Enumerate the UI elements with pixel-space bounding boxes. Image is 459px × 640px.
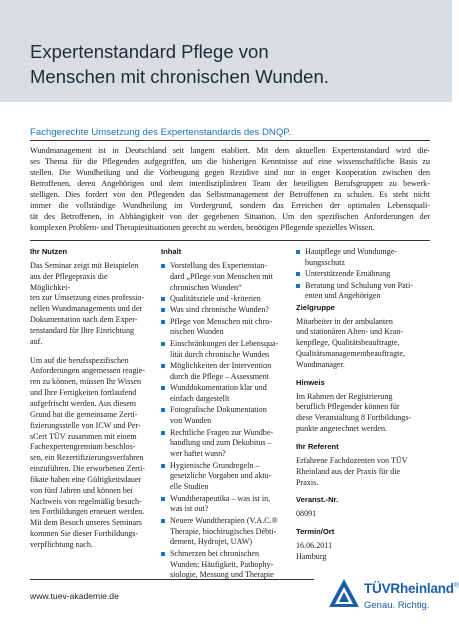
list-item-line: Möglichkeiten der Intervention bbox=[170, 360, 272, 370]
nutzen-line: Fachexpertengremium beschlos- bbox=[30, 442, 136, 452]
bullet-square-icon bbox=[161, 552, 165, 556]
tuv-rheinland-logo bbox=[328, 578, 459, 618]
column-nutzen bbox=[30, 247, 148, 559]
intro-line: stelligen. Dies fordert von den Pflegenden das Selbstmanagement der Betroffenen zu schulen. Es steht nicht bbox=[30, 189, 430, 199]
intro-line: Betroffenen, deren Angehörigen und dem interdisziplinären Team der beteiligten Berufsgruppen zu bewerk- bbox=[30, 178, 430, 188]
list-item-line: einfach dargestellt bbox=[170, 393, 230, 403]
zielgruppe-line: Qualitätsmanagementbeauftragte, bbox=[296, 349, 405, 359]
list-item-line: siologie, Messung und Therapie bbox=[170, 570, 274, 580]
bullet-square-icon bbox=[161, 264, 165, 268]
bullet-square-icon bbox=[161, 408, 165, 412]
list-item-line: Einschränkungen der Lebensqua- bbox=[170, 338, 279, 348]
intro-text bbox=[30, 146, 430, 234]
right-list bbox=[296, 247, 436, 302]
hinweis-heading: Hinweis bbox=[296, 377, 325, 387]
inhalt-item bbox=[161, 339, 289, 361]
bullet-square-icon bbox=[161, 308, 165, 312]
right-item bbox=[296, 247, 436, 269]
website-link[interactable]: www.tuev-akademie.de bbox=[30, 591, 119, 601]
zielgruppe-line: kenpflege, Qualitätsbeauftragte, bbox=[296, 338, 400, 348]
list-item-line: lität durch chronische Wunden bbox=[170, 349, 270, 359]
list-item-line: chronischen Wunden“ bbox=[170, 282, 242, 292]
inhalt-list bbox=[161, 261, 289, 581]
nutzen-line: sen, ein Rezertifizierungsverfahren bbox=[30, 453, 144, 463]
bullet-square-icon bbox=[161, 342, 165, 346]
intro-line: immer die vollständige Wundheilung im Vordergrund, sondern das Erreichen der optimalen Lebensquali- bbox=[30, 200, 430, 210]
list-item-line: bungsschutz bbox=[305, 257, 346, 267]
bullet-square-icon bbox=[161, 364, 165, 368]
column-right bbox=[296, 247, 436, 570]
nutzen-line: ten zur Umsetzung eines professio- bbox=[30, 293, 145, 303]
hinweis-line: Im Rahmen der Registrierung bbox=[296, 391, 393, 401]
nutzen-line: von fünf Jahren und können bei bbox=[30, 485, 133, 495]
list-item-line: Hautpflege und Wundumge- bbox=[305, 247, 398, 256]
inhalt-item bbox=[161, 494, 289, 516]
nutzen-line: Dokumentation nach dem Exper- bbox=[30, 315, 138, 325]
intro-line: tät des Betroffenen, in Abhängigkeit von der gegebenen Situation. Um den spezifischen Anforderungen der bbox=[30, 211, 430, 221]
termin-section bbox=[296, 527, 436, 563]
logo-name-text: TÜVRheinland bbox=[364, 581, 454, 596]
list-item-line: durch die Pflege – Assessment bbox=[170, 371, 269, 381]
inhalt-item bbox=[161, 294, 289, 305]
referent-text bbox=[296, 456, 436, 489]
list-item-line: Wunden: Häufigkeit, Pathophy- bbox=[170, 559, 274, 569]
bullet-square-icon bbox=[161, 297, 165, 301]
nutzen-paragraph-2 bbox=[30, 356, 148, 551]
inhalt-item bbox=[161, 383, 289, 405]
list-item-line: Was sind chronische Wunden? bbox=[170, 305, 269, 315]
referent-line: Praxis. bbox=[296, 477, 319, 487]
page-title bbox=[30, 39, 329, 89]
nutzen-line: Grund hat die gemeinsame Zerti- bbox=[30, 409, 138, 419]
hinweis-line: punkte angerechnet werden. bbox=[296, 424, 388, 434]
logo-name bbox=[364, 581, 459, 596]
triangle-logo-icon bbox=[328, 578, 360, 608]
nutzen-line: fikate haben eine Gültigkeitsdauer bbox=[30, 474, 142, 484]
list-item-line: Wundtherapeutika – was ist in, bbox=[170, 493, 271, 503]
inhalt-item bbox=[161, 549, 289, 582]
inhalt-item bbox=[161, 361, 289, 383]
title-line-1: Expertenstandard Pflege von bbox=[30, 41, 269, 62]
nutzen-line: nellen Wundmanagements und der bbox=[30, 304, 143, 314]
referent-line: Rheinland aus der Praxis für die bbox=[296, 466, 401, 476]
divider-middle bbox=[30, 240, 430, 241]
list-item-line: enten und Angehörigen bbox=[305, 291, 381, 301]
nutzen-line: fizierungsstelle von ICW und Per- bbox=[30, 420, 141, 430]
nutzen-line: verpflichtung nach. bbox=[30, 539, 93, 549]
bullet-square-icon bbox=[296, 272, 300, 276]
list-item-line: wer haftet wann? bbox=[170, 449, 226, 459]
inhalt-item bbox=[161, 428, 289, 461]
right-item bbox=[296, 281, 436, 303]
nutzen-line: Anforderungen angemessen reagie- bbox=[30, 366, 146, 376]
bullet-square-icon bbox=[161, 320, 165, 324]
bullet-square-icon bbox=[161, 386, 165, 390]
intro-line: stellen. Die Wundheilung und die Vorbeugung gegen Rezidive sind nur in enger Kooperation zwischen den bbox=[30, 167, 430, 177]
zielgruppe-text bbox=[296, 317, 436, 371]
nutzen-line: Um auf die berufsspezifischen bbox=[30, 355, 129, 365]
zielgruppe-line: und stationären Alten- und Kran- bbox=[296, 327, 403, 337]
list-item-line: Rechtliche Fragen zur Wundbe- bbox=[170, 427, 274, 437]
nutzen-line: auf. bbox=[30, 336, 43, 346]
list-item-line: was ist out? bbox=[170, 504, 209, 514]
list-item-line: nischen Wunden bbox=[170, 327, 224, 337]
list-item-line: Therapie, biochirugisches Débti- bbox=[170, 526, 277, 536]
list-item-line: Unterstützende Ernährung bbox=[305, 269, 391, 279]
inhalt-item bbox=[161, 317, 289, 339]
bullet-square-icon bbox=[296, 250, 300, 254]
nutzen-heading: Ihr Nutzen bbox=[30, 247, 68, 256]
inhalt-item bbox=[161, 305, 289, 316]
referent-section bbox=[296, 442, 436, 488]
bullet-square-icon bbox=[296, 284, 300, 288]
zielgruppe-line: Wundmanager. bbox=[296, 359, 345, 369]
hinweis-line: diese Veranstaltung 8 Fortbildungs- bbox=[296, 413, 412, 423]
list-item-line: Qualitätsziele und -kriterien bbox=[170, 293, 261, 303]
nutzen-line: Das Seminar zeigt mit Beispielen bbox=[30, 260, 139, 270]
nutzen-line: tenstandard für Ihre Einrichtung bbox=[30, 325, 135, 335]
list-item-line: Neuere Wundtherapien (V.A.C.® bbox=[170, 515, 278, 525]
zielgruppe-section bbox=[296, 303, 436, 371]
nutzen-line: aufgefrischt werden. Aus diesem bbox=[30, 398, 137, 408]
list-item-line: von Wunden bbox=[170, 416, 212, 426]
inhalt-item bbox=[161, 516, 289, 549]
column-inhalt bbox=[161, 247, 289, 582]
bullet-square-icon bbox=[161, 519, 165, 523]
termin-date: 16.06.2011 bbox=[296, 540, 333, 550]
title-line-2: Menschen mit chronischen Wunden. bbox=[30, 66, 329, 87]
divider-top bbox=[30, 140, 430, 141]
veranstaltung-heading: Veranst.-Nr. bbox=[296, 495, 339, 505]
list-item-line: elle Studien bbox=[170, 482, 209, 492]
intro-line: ses Thema für die Pflegenden aufgegriffen, um die bisherigen Kenntnisse auf eine wissenschaftliche Basis zu bbox=[30, 156, 430, 166]
referent-line: Erfahrene Fachdozenten von TÜV bbox=[296, 455, 408, 465]
right-item bbox=[296, 269, 436, 280]
bullet-square-icon bbox=[161, 464, 165, 468]
hinweis-section bbox=[296, 378, 436, 435]
veranstaltung-section bbox=[296, 495, 436, 520]
list-item-line: Fotografische Dokumentation bbox=[170, 405, 267, 415]
inhalt-item bbox=[161, 405, 289, 427]
list-item-line: Wunddokumentation klar und bbox=[170, 383, 267, 393]
bullet-square-icon bbox=[161, 431, 165, 435]
zielgruppe-line: Mitarbeiter in der ambulanten bbox=[296, 316, 393, 326]
nutzen-paragraph-1 bbox=[30, 261, 148, 348]
termin-heading: Termin/Ort bbox=[296, 527, 335, 537]
bullet-square-icon bbox=[161, 497, 165, 501]
inhalt-heading: Inhalt bbox=[161, 247, 182, 256]
inhalt-item bbox=[161, 261, 289, 294]
intro-line: Wundmanagement ist in Deutschland seit langem etabliert. Mit dem aktuellen Expertenstandard wird die- bbox=[30, 146, 430, 155]
list-item-line: gesetzliche Vorgaben und aktu- bbox=[170, 471, 272, 481]
list-item-line: Vorstellung des Expertenstan- bbox=[170, 260, 267, 270]
termin-place: Hamburg bbox=[296, 551, 327, 561]
hinweis-line: beruflich Pflegender können für bbox=[296, 402, 400, 412]
nutzen-line: Mit dem Besuch unseres Seminars bbox=[30, 518, 142, 528]
divider-bottom bbox=[30, 579, 314, 580]
veranstaltung-number: 08091 bbox=[296, 509, 317, 519]
nutzen-line: einzuführen. Die erworbenen Zerti- bbox=[30, 464, 146, 474]
nutzen-line: aus der Pflegepraxis die Möglichkei- bbox=[30, 271, 108, 292]
list-item-line: dard „Pflege von Menschen mit bbox=[170, 271, 273, 281]
referent-heading: Ihr Referent bbox=[296, 442, 339, 451]
inhalt-item bbox=[161, 461, 289, 494]
hinweis-text bbox=[296, 392, 436, 435]
list-item-line: Schmerzen bei chronischen bbox=[170, 548, 259, 558]
list-item-line: handlung und zum Dekubitus – bbox=[170, 438, 272, 448]
list-item-line: Hygienische Grundregeln – bbox=[170, 460, 260, 470]
list-item-line: dement, Hydrojet, UAW) bbox=[170, 537, 253, 547]
logo-registered-mark: ® bbox=[453, 582, 459, 590]
list-item-line: Beratung und Schulung von Pati- bbox=[305, 280, 413, 290]
intro-line: komplexen Problem- und Therapiesituationen gerecht zu werden, benötigen Pflegende spezielles Wissen. bbox=[30, 222, 375, 232]
nutzen-line: kommen Sie dieser Fortbildungs- bbox=[30, 529, 139, 539]
nutzen-line: ren zu können, müssen Ihr Wissen bbox=[30, 377, 142, 387]
nutzen-line: ten Fortbildungen erneuert werden. bbox=[30, 507, 145, 517]
nutzen-line: sCert TÜV zusammen mit einem bbox=[30, 431, 137, 441]
list-item-line: Pflege von Menschen mit chro- bbox=[170, 316, 273, 326]
nutzen-line: Nachweis von regelmäßig besuch- bbox=[30, 496, 142, 506]
nutzen-line: und Ihre Fertigkeiten fortlaufend bbox=[30, 388, 137, 398]
subtitle: Fachgerechte Umsetzung des Expertenstandards des DNQP. bbox=[30, 127, 292, 138]
zielgruppe-heading: Zielgruppe bbox=[296, 302, 335, 312]
logo-tagline: Genau. Richtig. bbox=[364, 600, 430, 611]
